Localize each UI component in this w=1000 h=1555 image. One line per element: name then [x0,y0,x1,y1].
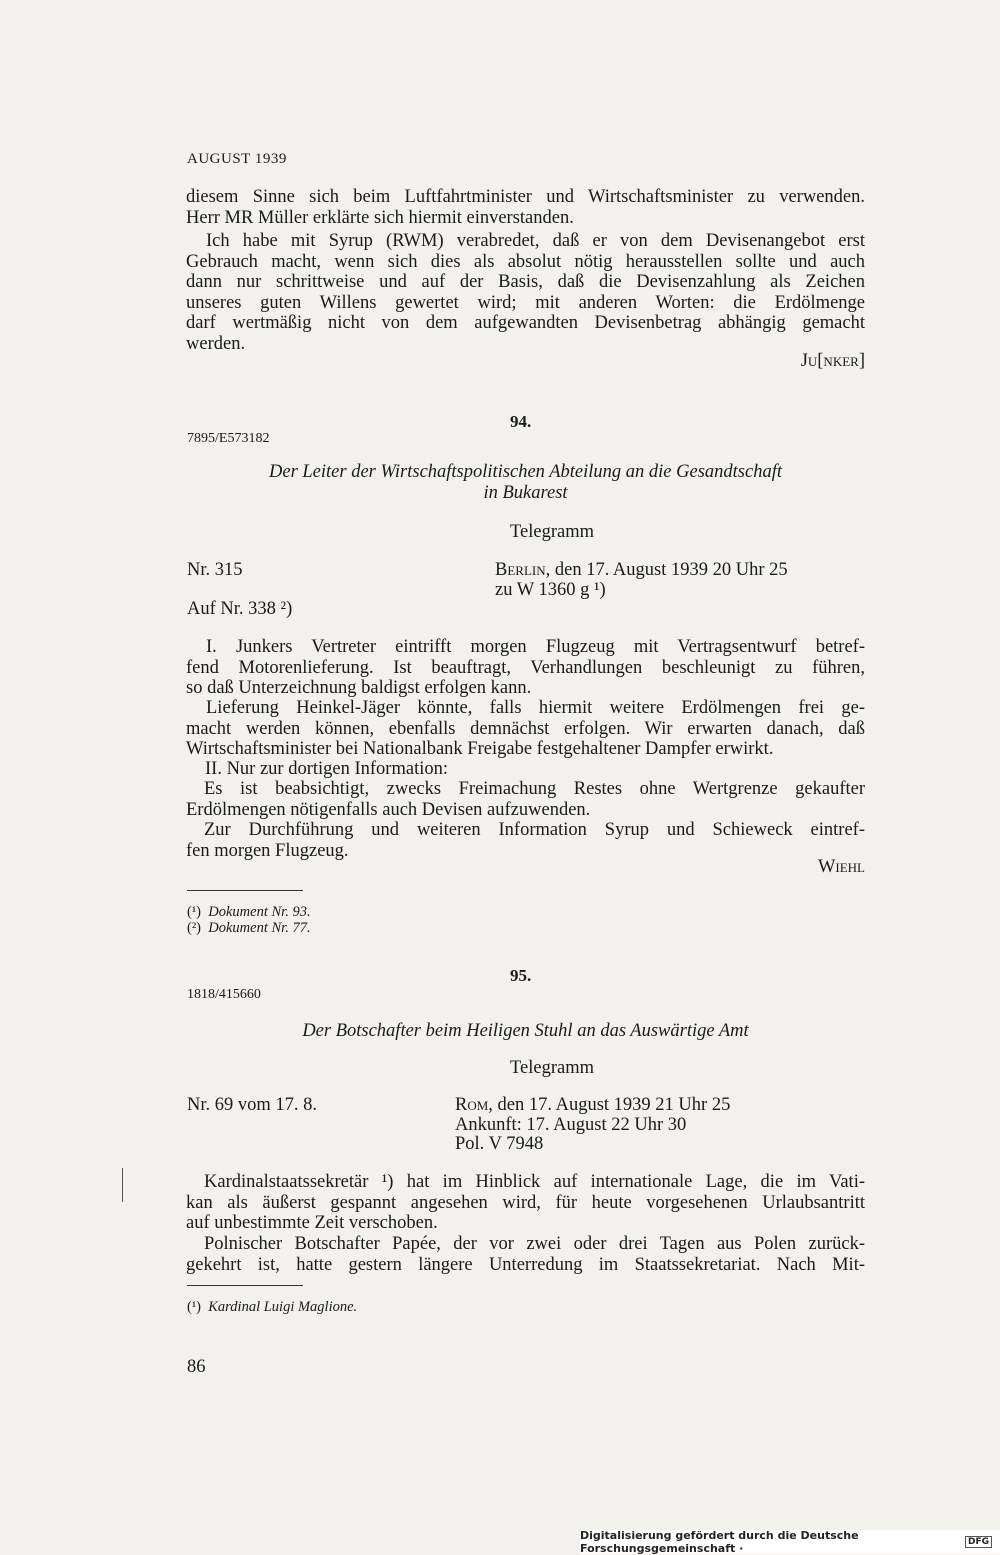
running-head: AUGUST 1939 [187,151,287,167]
title-line: Der Leiter der Wirtschaftspolitischen Abteilung an die Gesandtschaft [269,462,782,482]
text-line: Zur Durchführung und weiteren Information Syrup und Schieweck eintref- [204,820,865,840]
signature-wiehl: Wiehl [817,857,865,877]
paragraph-94-d [186,779,865,820]
text-line: macht werden können, ebenfalls demnächst erfolgen. Wir erwarten danach, daß [186,718,865,739]
text-line: Es ist beabsichtigt, zwecks Freimachung Restes ohne Wertgrenze gekaufter [204,779,865,799]
text-line: Polnischer Botschafter Papée, der vor zwei oder drei Tagen aus Polen zurück- [204,1234,865,1254]
document-number-95: 95. [510,966,532,985]
text-line: Gebrauch macht, wenn sich dies als absolut nötig herausstellen sollte und auch [186,251,865,272]
file-reference-95: 1818/415660 [187,987,261,1002]
page-number: 86 [187,1357,206,1377]
text-line: so daß Unterzeichnung baldigst erfolgen kann. [186,678,532,698]
document-type-95: Telegramm [510,1058,594,1078]
text-line: kan als äußerst gespannt angesehen wird, für heute vorgesehenen Urlaubsantritt [186,1192,865,1213]
reference-zu-94: zu W 1360 g ¹) [495,580,606,600]
arrival-95: Ankunft: 17. August 22 Uhr 30 [455,1115,687,1135]
footer-text: Digitalisierung gefördert durch die Deutsche Forschungsgemeinschaft · [580,1529,859,1555]
text-line: diesem Sinne sich beim Luftfahrtminister und Wirtschaftsminister zu verwenden. [186,187,865,207]
document-number-94: 94. [510,412,532,431]
paragraph-94-b [186,698,865,760]
text-line: fend Motorenlieferung. Ist beauftragt, Verhandlungen beschleunigt zu führen, [186,657,865,678]
paragraph-95-a [186,1172,865,1234]
text-line: dann nur schrittweise und auf der Basis, daß die Devisenzahlung als Zeichen [186,272,865,292]
text-line: fen morgen Flugzeug. [186,840,349,861]
document-type-94: Telegramm [510,522,594,542]
paragraph-syrup [186,231,865,354]
document-title-94 [186,462,865,504]
telegram-number-94: Nr. 315 [187,560,243,580]
date-time: , den 17. August 1939 20 Uhr 25 [545,560,788,580]
text-line: Herr MR Müller erklärte sich hiermit einverstanden. [186,207,574,228]
reference-auf-94: Auf Nr. 338 ²) [187,599,293,619]
date-time: , den 17. August 1939 21 Uhr 25 [488,1095,731,1115]
dateline-94 [495,560,788,581]
dateline-95 [455,1095,730,1116]
place-name: Berlin [495,560,546,580]
title-line: in Bukarest [483,483,568,503]
paragraph-94-c: II. Nur zur dortigen Information: [205,759,448,779]
footnote-text: Dokument Nr. 77. [208,920,311,936]
text-line: Kardinalstaatssekretär ¹) hat im Hinblick auf internationale Lage, die im Vati- [204,1172,865,1192]
digitization-footer [580,1530,1000,1554]
footnote-text: Kardinal Luigi Maglione. [208,1299,358,1315]
text-line: I. Junkers Vertreter eintrifft morgen Flugzeug mit Vertragsentwurf betref- [206,637,865,657]
pol-number-95: Pol. V 7948 [455,1134,544,1154]
text-line: werden. [186,333,246,354]
text-line: Erdölmengen nötigenfalls auch Devisen aufzuwenden. [186,799,591,820]
document-title-95: Der Botschafter beim Heiligen Stuhl an das Auswärtige Amt [302,1021,749,1041]
signature-junker: Ju[nker] [800,351,865,371]
footnote-95-1 [187,1299,357,1316]
paragraph-continuation [186,187,865,228]
text-line: Lieferung Heinkel-Jäger könnte, falls hiermit weitere Erdölmengen frei ge- [206,698,865,718]
text-line: Wirtschaftsminister bei Nationalbank Freigabe festgehaltener Dampfer erwirkt. [186,739,774,759]
footnote-mark: (¹) [187,1299,202,1315]
paragraph-94-e [186,820,865,861]
paragraph-94-a [186,637,865,699]
footnote-94-2 [187,920,311,937]
footnote-divider [187,890,303,891]
footnote-divider [187,1285,303,1286]
footnote-text: Dokument Nr. 93. [208,904,311,920]
text-line: auf unbestimmte Zeit verschoben. [186,1213,438,1233]
margin-mark [122,1168,123,1202]
text-line: darf wertmäßig nicht von dem aufgewandten Devisenbetrag abhängig gemacht [186,313,865,333]
text-line: Ich habe mit Syrup (RWM) verabredet, daß er von dem Devisenangebot erst [206,231,865,251]
telegram-number-95: Nr. 69 vom 17. 8. [187,1095,318,1115]
footnote-mark: (¹) [187,904,202,920]
paragraph-95-b [186,1234,865,1275]
footnote-94-1 [187,904,311,921]
place-name: Rom [455,1095,489,1115]
dfg-logo: DFG [965,1536,992,1548]
text-line: unseres guten Willens gewertet wird; mit anderen Worten: die Erdölmenge [186,292,865,313]
footnote-mark: (²) [187,920,202,936]
text-line: gekehrt ist, hatte gestern längere Unterredung im Staatssekretariat. Nach Mit- [186,1254,865,1275]
file-reference-94: 7895/E573182 [187,431,270,446]
